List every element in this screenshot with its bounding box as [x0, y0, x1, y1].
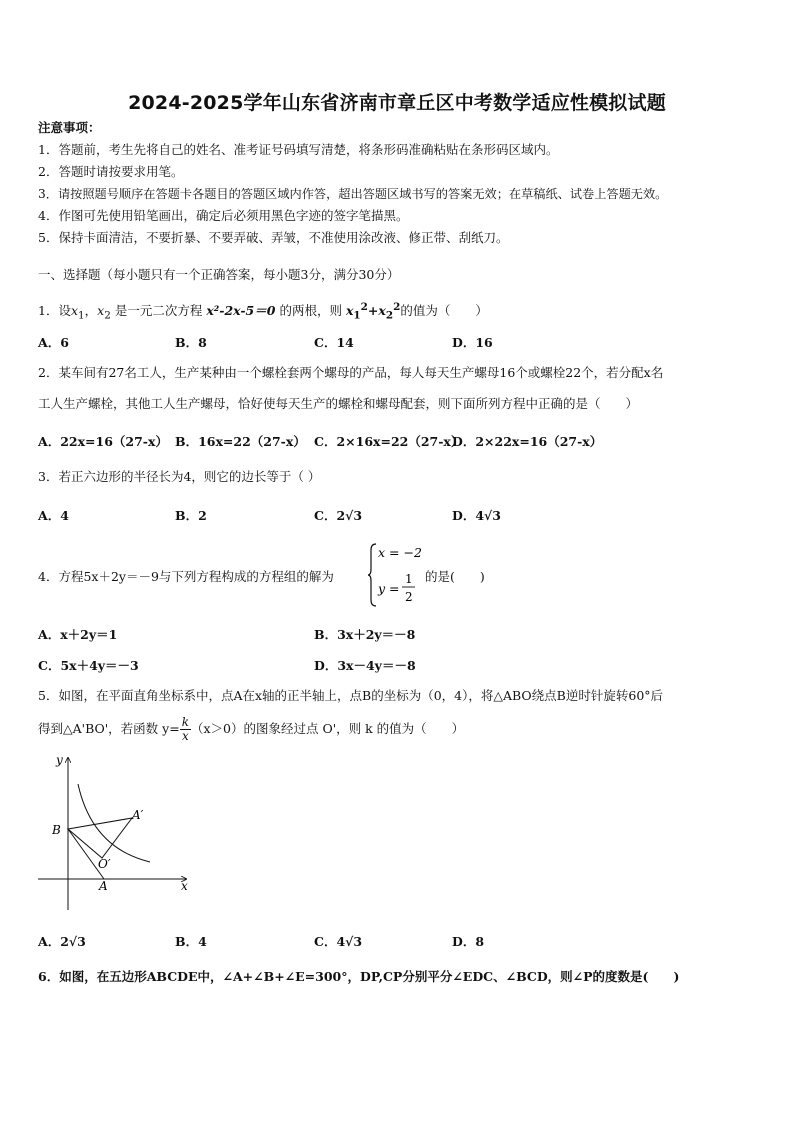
- left-brace: [368, 544, 376, 606]
- x-axis-label: x: [181, 879, 188, 893]
- q1-prefix: 1．设: [38, 303, 71, 319]
- q1-text-2: 的两根，则: [279, 303, 342, 319]
- q2-option-d[interactable]: D．2×22x=16（27-x）: [452, 434, 603, 449]
- q1-text: 是一元二次方程: [114, 303, 203, 319]
- question-4-suffix: 的是( ): [425, 569, 485, 584]
- q1-option-d[interactable]: D．16: [452, 335, 493, 350]
- hyperbola-curve: [78, 784, 150, 862]
- q4-option-d[interactable]: D．3x－4y＝－8: [314, 658, 416, 673]
- q4-option-c[interactable]: C．5x＋4y＝－3: [38, 658, 139, 673]
- point-A-label: A: [99, 879, 108, 893]
- question-2-line-2: 工人生产螺栓，其他工人生产螺母，恰好使每天生产的螺栓和螺母配套，则下面所列方程中正确的是（ ）: [38, 396, 639, 411]
- q2-option-a[interactable]: A．22x=16（27-x）: [38, 434, 168, 449]
- q2-option-c[interactable]: C．2×16x=22（27-x）: [314, 434, 464, 449]
- q5-text-b: （x＞0）的图象经过点 O'，则 k 的值为（ ）: [190, 721, 465, 736]
- notice-item-4: 4．作图可先使用铅笔画出，确定后必须用黑色字迹的签字笔描黑。: [38, 208, 409, 223]
- notice-item-1: 1．答题前，考生先将自己的姓名、准考证号码填写清楚，将条形码准确粘贴在条形码区域内。: [38, 142, 559, 157]
- notice-item-2: 2．答题时请按要求用笔。: [38, 164, 184, 179]
- segment-BA: [68, 829, 104, 879]
- fraction-numerator: k: [181, 715, 189, 729]
- notice-item-5: 5．保持卡面清洁，不要折暴、不要弄破、弄皱，不准使用涂改液、修正带、刮纸刀。: [38, 230, 509, 245]
- q1-option-c[interactable]: C．14: [314, 335, 354, 350]
- solution-y-label: y =: [378, 581, 400, 596]
- q1-equation: x²-2x-5＝0: [206, 303, 276, 319]
- q3-option-c[interactable]: C．2√3: [314, 508, 363, 523]
- k-over-x-fraction: [180, 716, 191, 743]
- q2-option-b[interactable]: B．16x=22（27-x）: [175, 434, 306, 449]
- question-4-text: 4．方程5x＋2y＝－9与下列方程构成的方程组的解为: [38, 569, 334, 584]
- point-O-prime-label: O′: [98, 857, 111, 871]
- coordinate-figure: [34, 750, 204, 915]
- question-2-line-1: 2．某车间有27名工人，生产某种由一个螺栓套两个螺母的产品，每人每天生产螺母16个或螺栓22个，若分配x名: [38, 365, 664, 380]
- section-heading: 一、选择题（每小题只有一个正确答案，每小题3分，满分30分）: [38, 267, 400, 282]
- solution-y-numerator: 1: [405, 572, 413, 586]
- q3-option-a[interactable]: A．4: [38, 508, 69, 523]
- fraction-denominator: x: [181, 729, 189, 743]
- question-6: 6．如图，在五边形ABCDE中，∠A+∠B+∠E=300°，DP,CP分别平分∠EDC、∠BCD，则∠P的度数是( ): [38, 969, 680, 984]
- q4-option-a[interactable]: A．x＋2y＝1: [38, 627, 118, 642]
- triangle-A1BO1: [68, 818, 132, 858]
- question-5-line-1: 5．如图，在平面直角坐标系中，点A在x轴的正半轴上，点B的坐标为（0，4），将△ABO绕点B逆时针旋转60°后: [38, 688, 664, 703]
- question-3: 3．若正六边形的半径长为4，则它的边长等于（ ）: [38, 469, 321, 484]
- notice-heading: 注意事项：: [38, 120, 101, 135]
- question-5-line-2: [38, 714, 464, 744]
- q5-text-a: 得到△A'BO'，若函数 y=: [38, 721, 180, 736]
- point-A-prime-label: A′: [132, 808, 144, 822]
- q1-option-b[interactable]: B．8: [175, 335, 207, 350]
- q5-option-d[interactable]: D．8: [452, 934, 485, 949]
- q1-option-a[interactable]: A．6: [38, 335, 69, 350]
- q5-option-b[interactable]: B．4: [175, 934, 207, 949]
- notice-item-3: 3．请按照题号顺序在答题卡各题目的答题区域内作答，超出答题区域书写的答案无效；在草稿纸、试卷上答题无效。: [38, 187, 668, 201]
- q3-option-d[interactable]: D．4√3: [452, 508, 501, 523]
- q1-suffix: 的值为（ ）: [400, 303, 488, 319]
- q5-option-c[interactable]: C．4√3: [314, 934, 363, 949]
- q4-option-b[interactable]: B．3x＋2y＝－8: [314, 627, 416, 642]
- y-axis-label: y: [56, 753, 63, 767]
- q3-option-b[interactable]: B．2: [175, 508, 207, 523]
- solution-x: x = −2: [378, 545, 422, 560]
- point-B-label: B: [52, 823, 61, 837]
- page-title: 2024-2025学年山东省济南市章丘区中考数学适应性模拟试题: [128, 92, 666, 114]
- question-1: 1．设$x_1$，$x_2$ 是一元二次方程 x²-2x-5＝0 的两根，则 $x_1^2+x_2^2$的值为（ ）: [38, 301, 488, 322]
- solution-system: [368, 541, 424, 609]
- q5-option-a[interactable]: A．2√3: [38, 934, 86, 949]
- solution-y-denominator: 2: [405, 590, 413, 604]
